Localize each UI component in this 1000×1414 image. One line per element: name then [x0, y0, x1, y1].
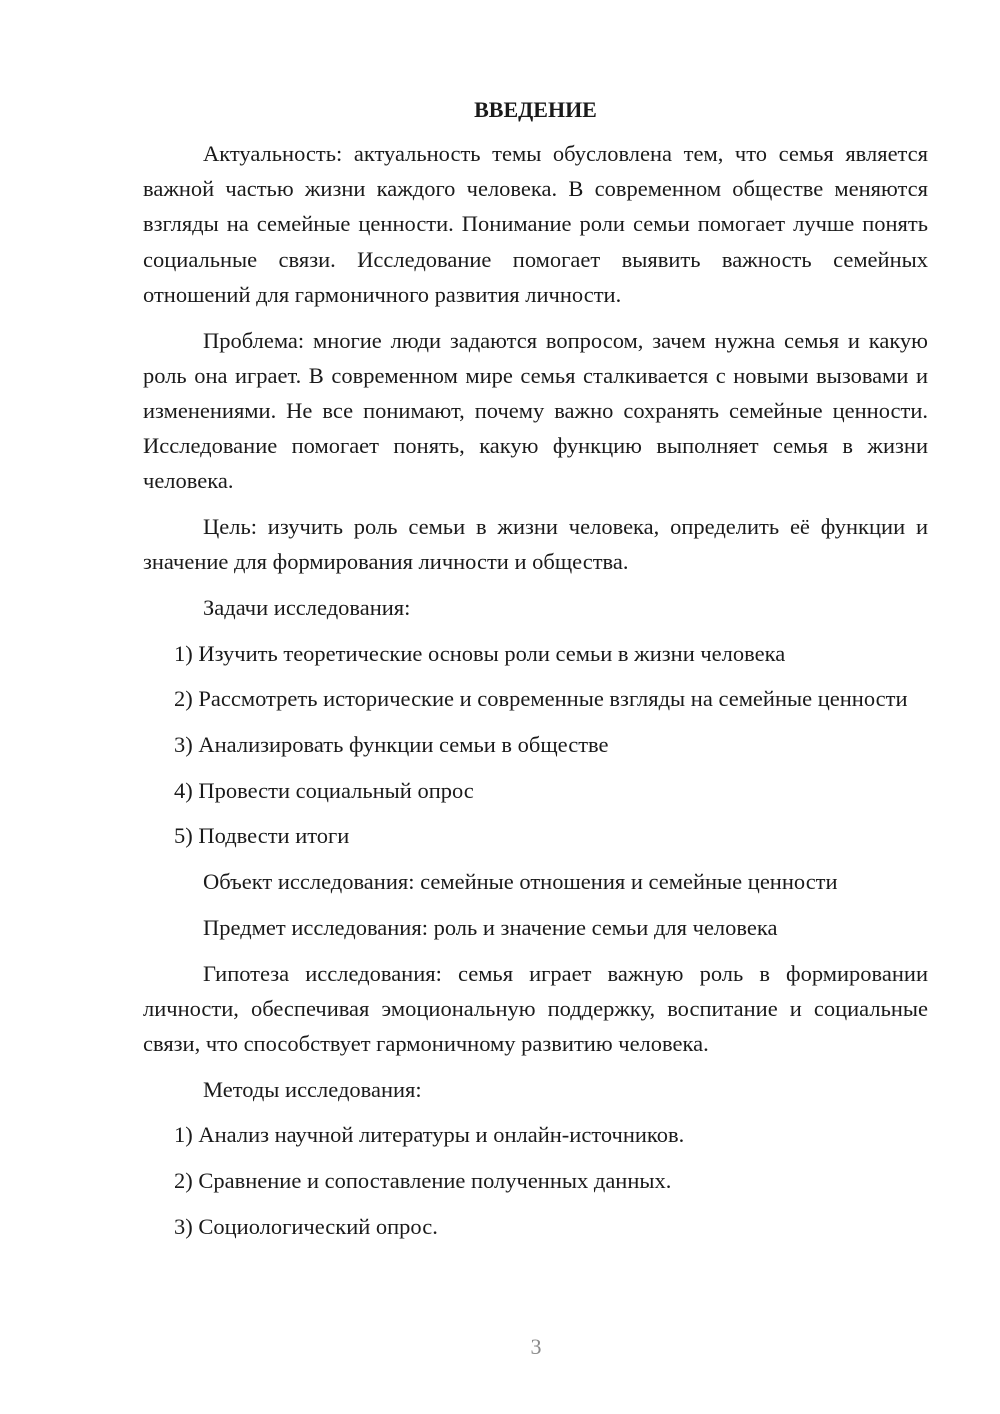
page-number: 3 — [530, 1334, 542, 1359]
goal-paragraph: Цель: изучить роль семьи в жизни человека, определить её функции и значение для формирования личности и общества. — [143, 514, 928, 575]
task-item: 2) Рассмотреть исторические и современные взгляды на семейные ценности — [174, 686, 908, 712]
task-item: 1) Изучить теоретические основы роли семьи в жизни человека — [174, 640, 786, 666]
section-title: ВВЕДЕНИЕ — [474, 97, 597, 122]
method-item: 2) Сравнение и сопоставление полученных данных. — [174, 1168, 672, 1194]
object-paragraph: Объект исследования: семейные отношения и семейные ценности — [203, 869, 838, 895]
task-item: 5) Подвести итоги — [174, 823, 350, 849]
subject-paragraph: Предмет исследования: роль и значение семьи для человека — [203, 914, 778, 940]
tasks-heading: Задачи исследования: — [203, 594, 411, 620]
methods-heading: Методы исследования: — [203, 1076, 422, 1102]
method-item: 1) Анализ научной литературы и онлайн-источников. — [174, 1122, 685, 1148]
task-item: 3) Анализировать функции семьи в обществе — [174, 732, 609, 758]
problem-paragraph: Проблема: многие люди задаются вопросом, зачем нужна семья и какую роль она играет. В современном мире семья сталкивается с новыми вызовами и изменениями. Не все понимают, почему важно сохранять семейные ценности. Исследование помогает понять, какую функцию выполняет семья в жизни человека. — [143, 327, 928, 494]
task-item: 4) Провести социальный опрос — [174, 777, 474, 803]
document-body — [143, 92, 928, 1254]
method-item: 3) Социологический опрос. — [174, 1213, 438, 1239]
hypothesis-paragraph: Гипотеза исследования: семья играет важную роль в формировании личности, обеспечивая эмоциональную поддержку, воспитание и социальные связи, что способствует гармоничному развитию человека. — [143, 960, 928, 1056]
relevance-paragraph: Актуальность: актуальность темы обусловлена тем, что семья является важной частью жизни каждого человека. В современном обществе меняются взгляды на семейные ценности. Понимание роли семьи помогает лучше понять социальные связи. Исследование помогает выявить важность семейных отношений для гармоничного развития личности. — [143, 141, 928, 307]
